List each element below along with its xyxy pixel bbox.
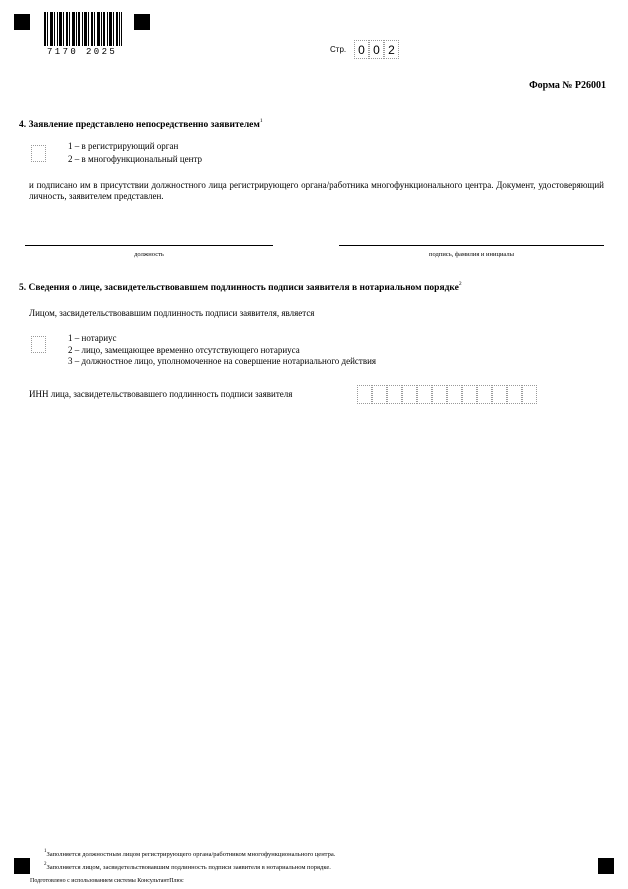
inn-digit-cell[interactable] [357, 385, 372, 404]
footnote-2-text: Заполняется лицом, засвидетельствовавшим подлинность подписи заявителя в нотариальном порядке. [46, 864, 331, 871]
page-digit: 2 [384, 40, 399, 59]
inn-digit-cell[interactable] [477, 385, 492, 404]
footnote-mark: 2 [458, 281, 462, 287]
section4-title [19, 120, 263, 130]
corner-marker-top-left [14, 14, 30, 30]
barcode-number: 7170 2025 [47, 47, 118, 57]
inn-cells[interactable] [357, 385, 537, 404]
inn-digit-cell[interactable] [402, 385, 417, 404]
page-number-cells [354, 40, 399, 59]
section5-title-text: 5. Сведения о лице, засвидетельствовавшем подлинность подписи заявителя в нотариальном порядке [19, 283, 459, 293]
corner-marker-top-right [134, 14, 150, 30]
signature-caption: подпись, фамилия и инициалы [429, 251, 514, 258]
section5-choice-cell[interactable] [31, 336, 46, 353]
page-digit: 0 [354, 40, 369, 59]
form-id: Форма № Р26001 [529, 80, 606, 91]
section5-intro: Лицом, засвидетельствовавшим подлинность подписи заявителя, является [29, 308, 315, 318]
inn-digit-cell[interactable] [447, 385, 462, 404]
prepared-note: Подготовлено с использованием системы КонсультантПлюс [30, 878, 184, 884]
section4-title-text: 4. Заявление представлено непосредственно заявителем [19, 120, 260, 130]
footnote-1-text: Заполняется должностным лицом регистрирующего органа/работником многофункционального центра. [46, 851, 336, 858]
footnote-1 [44, 851, 335, 858]
inn-digit-cell[interactable] [462, 385, 477, 404]
section4-paragraph: и подписано им в присутствии должностного лица регистрирующего органа/работника многофункционального центра. Документ, удостоверяющий личность, заявителем представлен. [29, 180, 604, 201]
corner-marker-bottom-left [14, 858, 30, 874]
section5-option-3: 3 – должностное лицо, уполномоченное на совершение нотариального действия [68, 356, 377, 366]
section4-option-1: 1 – в регистрирующий орган [68, 141, 179, 151]
footnote-1-mark: 1 [44, 849, 47, 854]
inn-digit-cell[interactable] [372, 385, 387, 404]
corner-marker-bottom-right [598, 858, 614, 874]
section5-title [19, 283, 462, 293]
signature-line[interactable] [339, 245, 604, 246]
position-caption: должность [134, 251, 164, 258]
section5-option-2: 2 – лицо, замещающее временно отсутствующего нотариуса [68, 345, 300, 355]
inn-digit-cell[interactable] [492, 385, 507, 404]
section5-option-1: 1 – нотариус [68, 333, 117, 343]
inn-digit-cell[interactable] [387, 385, 402, 404]
section4-option-2: 2 – в многофункциональный центр [68, 154, 202, 164]
position-line[interactable] [25, 245, 273, 246]
inn-digit-cell[interactable] [522, 385, 537, 404]
inn-digit-cell[interactable] [507, 385, 522, 404]
footnote-mark: 1 [259, 118, 263, 124]
inn-digit-cell[interactable] [417, 385, 432, 404]
page-label: Стр. [330, 45, 347, 54]
barcode [44, 12, 122, 46]
inn-label: ИНН лица, засвидетельствовавшего подлинность подписи заявителя [29, 389, 293, 399]
page-digit: 0 [369, 40, 384, 59]
section4-choice-cell[interactable] [31, 145, 46, 162]
inn-digit-cell[interactable] [432, 385, 447, 404]
footnote-2 [44, 864, 331, 871]
footnote-2-mark: 2 [44, 862, 47, 867]
